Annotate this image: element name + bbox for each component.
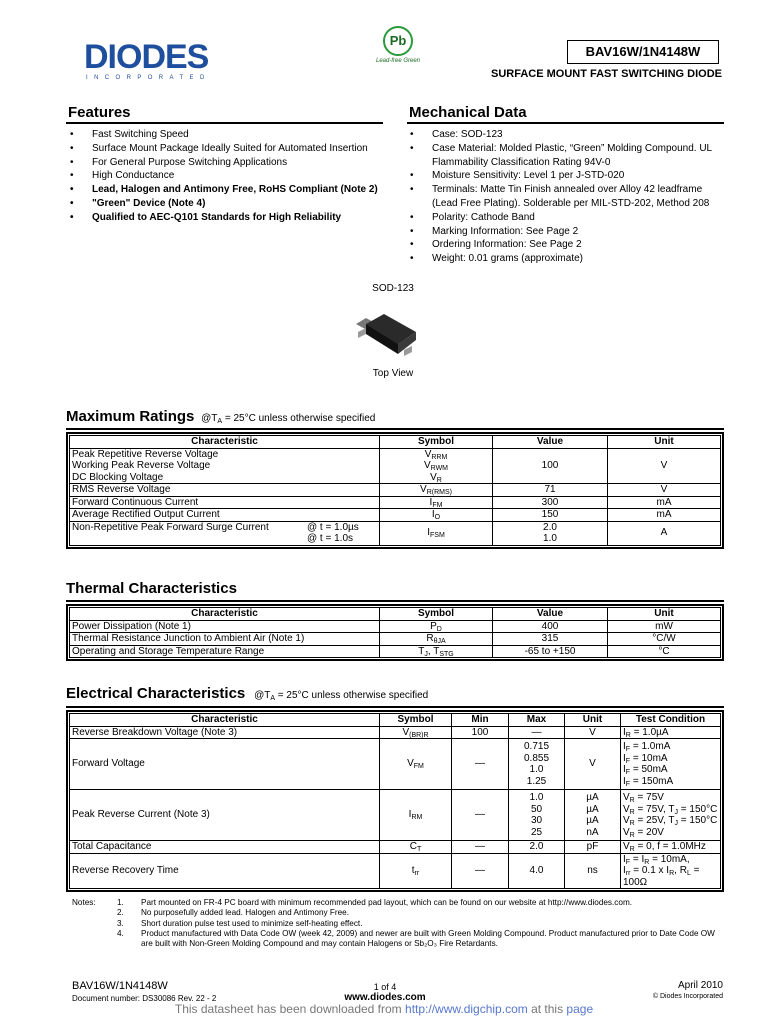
symbol-cell: $V_{RRM}$ $V_{RWM}$ $V_R$	[380, 448, 493, 484]
notes-label: Notes:	[72, 898, 96, 907]
symbol-cell: $I_{FSM}$	[380, 521, 493, 545]
unit-cell: V	[608, 448, 721, 484]
max-cell: 2.0	[509, 841, 565, 854]
characteristic-cell: Peak Repetitive Reverse Voltage Working Peak Reverse Voltage DC Blocking Voltage	[70, 448, 380, 484]
unit-cell: mA	[608, 509, 721, 522]
symbol-cell: $t_{rr}$	[380, 853, 452, 889]
thermal-header-3: Unit	[608, 608, 721, 621]
document-subtitle: SURFACE MOUNT FAST SWITCHING DIODE	[491, 68, 722, 80]
value-cell: 315	[493, 633, 608, 646]
table-row	[70, 633, 721, 646]
characteristic-cell: Thermal Resistance Junction to Ambient Air (Note 1)	[70, 633, 380, 646]
table-row	[70, 790, 721, 841]
symbol-cell: $I_{RM}$	[380, 790, 452, 841]
package-icon	[354, 310, 418, 360]
max-ratings-section	[66, 408, 724, 425]
characteristic-cell: Reverse Breakdown Voltage (Note 3)	[70, 726, 380, 739]
max-ratings-table	[69, 435, 721, 546]
value-cell: -65 to +150	[493, 645, 608, 658]
characteristic-cell: Operating and Storage Temperature Range	[70, 645, 380, 658]
unit-cell: mA	[608, 496, 721, 509]
mechanical-rule	[407, 122, 724, 124]
thermal-heading: Thermal Characteristics	[66, 580, 237, 597]
note-item: 2. No purposefully added lead. Halogen and Antimony Free.	[117, 908, 350, 918]
unit-cell: pF	[565, 841, 621, 854]
electrical-header-5: Test Condition	[621, 714, 721, 727]
mechanical-item: • Case: SOD-123	[408, 128, 728, 142]
max-cell: —	[509, 726, 565, 739]
feature-item: • "Green" Device (Note 4)	[68, 197, 388, 211]
diodes-logo	[84, 40, 219, 82]
electrical-condition: $@T_A = 25^\circ C$ unless otherwise specified	[254, 690, 429, 702]
logo-subtext: INCORPORATED	[86, 75, 211, 81]
mechanical-item: • Moisture Sensitivity: Level 1 per J-STD-020	[408, 169, 728, 183]
lead-free-icon: Pb	[383, 26, 413, 56]
min-cell: 100	[452, 726, 509, 739]
mechanical-heading: Mechanical Data	[409, 104, 527, 121]
symbol-cell: $V_{FM}$	[380, 739, 452, 790]
table-row	[70, 841, 721, 854]
electrical-header-0: Characteristic	[70, 714, 380, 727]
min-cell: —	[452, 841, 509, 854]
characteristic-cell: RMS Reverse Voltage	[70, 484, 380, 497]
lead-free-text: Lead-free Green	[375, 58, 421, 64]
thermal-table-frame	[66, 604, 724, 661]
symbol-cell: $I_{FM}$	[380, 496, 493, 509]
symbol-cell: $V_{(BR)R}$	[380, 726, 452, 739]
value-cell: 400	[493, 620, 608, 633]
symbol-cell: $V_{R(RMS)}$	[380, 484, 493, 497]
max-cell: 1.0 50 30 25	[509, 790, 565, 841]
table-row	[70, 521, 721, 545]
electrical-heading: Electrical Characteristics	[66, 685, 246, 702]
value-cell: 71	[493, 484, 608, 497]
condition-cell: $V_R = 75V$ $V_R = 75V$, $T_J = 150^\circ C$ $V_R = 25V$, $T_J = 150^\circ C$ $V_R = 20V$	[621, 790, 721, 841]
characteristic-cell: Average Rectified Output Current	[70, 509, 380, 522]
notes-list	[72, 898, 722, 949]
unit-cell: V	[608, 484, 721, 497]
thermal-header-0: Characteristic	[70, 608, 380, 621]
characteristic-cell: Power Dissipation (Note 1)	[70, 620, 380, 633]
table-row	[70, 509, 721, 522]
mechanical-item: • Weight: 0.01 grams (approximate)	[408, 252, 728, 266]
electrical-section	[66, 685, 724, 702]
feature-item: • Lead, Halogen and Antimony Free, RoHS Compliant (Note 2)	[68, 183, 388, 197]
unit-cell: V	[565, 739, 621, 790]
thermal-rule	[66, 600, 724, 602]
features-list	[68, 128, 388, 225]
table-row	[70, 448, 721, 484]
max-cell: 0.715 0.855 1.0 1.25	[509, 739, 565, 790]
footer-copyright: © Diodes Incorporated	[652, 993, 723, 1000]
electrical-header-4: Unit	[565, 714, 621, 727]
feature-item: • For General Purpose Switching Applications	[68, 156, 388, 170]
characteristic-cell: Forward Continuous Current	[70, 496, 380, 509]
package-name: SOD-123	[372, 283, 414, 294]
mechanical-item: • Polarity: Cathode Band	[408, 211, 728, 225]
part-number-box: BAV16W/1N4148W	[567, 40, 719, 64]
electrical-table-frame	[66, 710, 724, 892]
table-row	[70, 484, 721, 497]
download-banner: This datasheet has been downloaded from http://www.digchip.com at this page	[174, 1002, 594, 1016]
max_ratings-header-0: Characteristic	[70, 436, 380, 449]
note-item: 1. Part mounted on FR-4 PC board with minimum recommended pad layout, which can be found on our website at http://www.diodes.com.	[117, 898, 633, 907]
unit-cell: V	[565, 726, 621, 739]
min-cell: —	[452, 790, 509, 841]
footer-website[interactable]: www.diodes.com	[344, 992, 426, 1003]
download-page-link[interactable]: page	[566, 1002, 594, 1016]
download-link[interactable]: http://www.digchip.com	[405, 1002, 528, 1016]
unit-cell: mW	[608, 620, 721, 633]
electrical-header-1: Symbol	[380, 714, 452, 727]
max-ratings-condition: $@T_A = 25^\circ C$ unless otherwise specified	[201, 413, 376, 425]
characteristic-cell: Reverse Recovery Time	[70, 853, 380, 889]
unit-cell: ns	[565, 853, 621, 889]
mechanical-item: • Terminals: Matte Tin Finish annealed over Alloy 42 leadframe (Lead Free Plating). Solderable per MIL-STD-202, Method 208	[408, 183, 728, 211]
package-view: Top View	[372, 368, 414, 379]
feature-item: • High Conductance	[68, 169, 388, 183]
characteristic-cell: Peak Reverse Current (Note 3)	[70, 790, 380, 841]
min-cell: —	[452, 853, 509, 889]
mechanical-list	[408, 128, 728, 266]
table-row	[70, 620, 721, 633]
electrical-table	[69, 713, 721, 889]
feature-item: • Surface Mount Package Ideally Suited for Automated Insertion	[68, 142, 388, 156]
table-row	[70, 739, 721, 790]
table-row	[70, 496, 721, 509]
max_ratings-header-3: Unit	[608, 436, 721, 449]
value-cell: 300	[493, 496, 608, 509]
min-cell: —	[452, 739, 509, 790]
condition-cell: $I_F = I_R = 10mA$, $I_{rr} = 0.1$ x $I_R$, $R_L = 100\Omega$	[621, 853, 721, 889]
symbol-cell: $C_T$	[380, 841, 452, 854]
value-cell: 100	[493, 448, 608, 484]
footer-date: April 2010	[677, 980, 723, 991]
unit-cell: °C	[608, 645, 721, 658]
max_ratings-header-2: Value	[493, 436, 608, 449]
symbol-cell: $T_J$, $T_{STG}$	[380, 645, 493, 658]
unit-cell: A	[608, 521, 721, 545]
footer-page: 1 of 4	[373, 982, 397, 992]
electrical-header-2: Min	[452, 714, 509, 727]
feature-item: • Fast Switching Speed	[68, 128, 388, 142]
unit-cell: µA µA µA nA	[565, 790, 621, 841]
max-ratings-heading: Maximum Ratings	[66, 408, 195, 425]
mechanical-item: • Case Material: Molded Plastic, “Green” Molding Compound. UL Flammability Classification Rating 94V-0	[408, 142, 728, 170]
condition-cell: $I_R = 1.0\mu A$	[621, 726, 721, 739]
characteristic-cell: Total Capacitance	[70, 841, 380, 854]
condition-cell: $I_F = 1.0mA$ $I_F = 10mA$ $I_F = 50mA$ $I_F = 150mA$	[621, 739, 721, 790]
table-row	[70, 853, 721, 889]
value-cell: 2.0 1.0	[493, 521, 608, 545]
characteristic-cell: Non-Repetitive Peak Forward Surge Current @ t = 1.0µs @ t = 1.0s	[70, 521, 380, 545]
symbol-cell: $I_O$	[380, 509, 493, 522]
note-item: 3. Short duration pulse test used to minimize self-heating effect.	[117, 918, 363, 928]
mechanical-item: • Ordering Information: See Page 2	[408, 238, 728, 252]
feature-item: • Qualified to AEC-Q101 Standards for High Reliability	[68, 211, 388, 225]
mechanical-item: • Marking Information: See Page 2	[408, 225, 728, 239]
max-ratings-table-frame	[66, 432, 724, 549]
electrical-header-3: Max	[509, 714, 565, 727]
characteristic-cell: Forward Voltage	[70, 739, 380, 790]
footer-part: BAV16W/1N4148W	[72, 980, 168, 992]
value-cell: 150	[493, 509, 608, 522]
unit-cell: °C/W	[608, 633, 721, 646]
table-row	[70, 645, 721, 658]
notes-block	[72, 898, 722, 949]
symbol-cell: $P_D$	[380, 620, 493, 633]
max_ratings-header-1: Symbol	[380, 436, 493, 449]
note-item: 4. Product manufactured with Data Code OW (week 42, 2009) and newer are built with Green Molding Compound. Product manufactured prior to Date Code OW are built with Non-Green Molding Compound and may contain Halogens or Sb₂O₃ Fire Retardants.	[117, 928, 715, 949]
thermal-table	[69, 607, 721, 658]
lead-free-badge	[370, 26, 426, 68]
max-cell: 4.0	[509, 853, 565, 889]
sod123-package-image	[354, 310, 418, 360]
thermal-header-1: Symbol	[380, 608, 493, 621]
features-rule	[66, 122, 383, 124]
condition-cell: $V_R = 0$, f = 1.0MHz	[621, 841, 721, 854]
thermal-header-2: Value	[493, 608, 608, 621]
logo-wordmark: DIODES	[84, 38, 209, 76]
symbol-cell: $R_{\theta JA}$	[380, 633, 493, 646]
footer-doc-number: Document number: DS30086 Rev. 22 - 2	[72, 994, 217, 1003]
max-ratings-rule	[66, 428, 724, 430]
table-row	[70, 726, 721, 739]
features-heading: Features	[68, 104, 131, 121]
electrical-rule	[66, 706, 724, 708]
